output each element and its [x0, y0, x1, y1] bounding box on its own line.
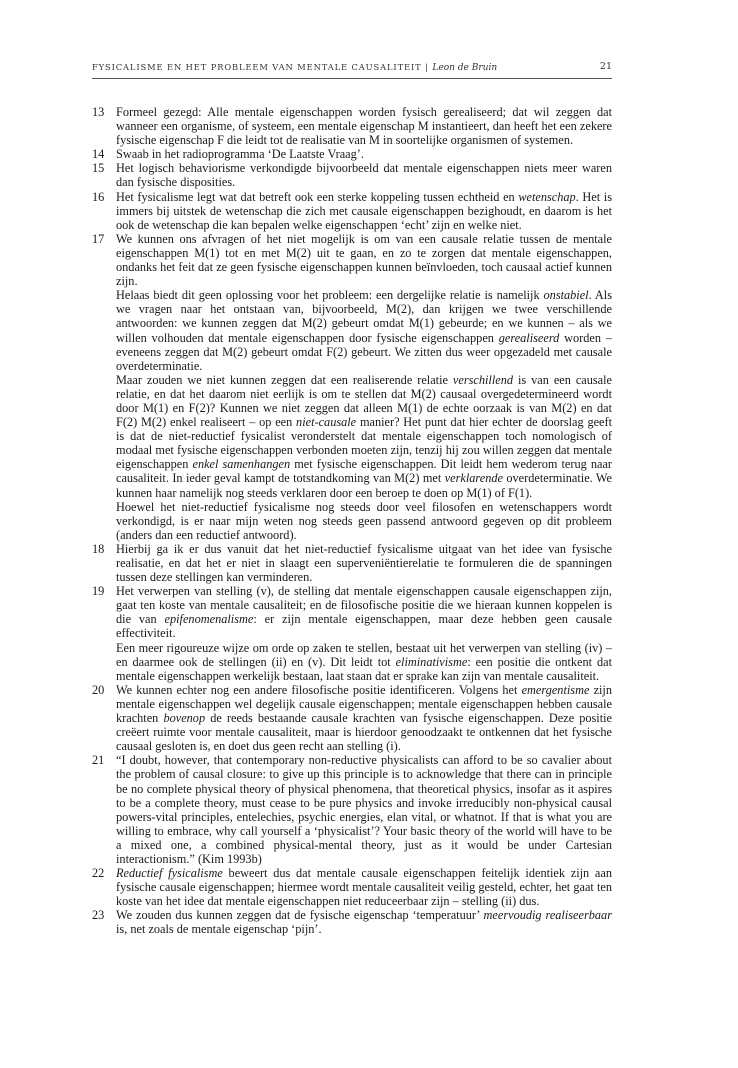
emphasis-text: Reductief fysicalisme: [116, 866, 223, 881]
note-text: Maar zouden we niet kunnen zeggen dat een realiserende relatie: [116, 372, 448, 387]
endnote-paragraph: [116, 500, 612, 542]
note-text: de reeds bestaande causale krachten van fysische eigenschappen. Deze positie creëert ruimte voor mentale causaliteit, maar is hierdoor genoodzaakt te ontkennen dat het fysische causaal gesloten is, en doet dus geen recht aan stelling (i).: [116, 711, 613, 754]
endnotes-list: [92, 105, 612, 937]
endnote: [92, 232, 612, 542]
note-text: overdeterminatie. We kunnen haar namelijk nog steeds verklaren door een beroep te doen op M(1) of F(1).: [116, 471, 613, 500]
emphasis-text: bovenop: [163, 711, 206, 726]
endnote-number: 13: [92, 105, 105, 119]
note-text: We zouden dus kunnen zeggen dat de fysische eigenschap ‘temperatuur’: [116, 908, 480, 923]
page-number: 21: [599, 61, 612, 72]
note-text: We kunnen echter nog een andere filosofische positie identificeren. Volgens het: [116, 682, 518, 697]
emphasis-text: wetenschap: [518, 189, 576, 204]
note-text: . Als we vragen naar het ontstaan van, bijvoorbeeld, M(2), dan krijgen we twee verschillende antwoorden: we kunnen zeggen dat M(2) gebeurt omdat M(1) gebeurde; en we kunnen – als we willen volhouden dat mentale eigenschappen door fysische eigenschappen: [116, 288, 612, 345]
note-text: : een positie die ontkent dat mentale eigenschappen werkelijk bestaan, laat staan dat er sprake kan zijn van mentale causaliteit.: [116, 654, 613, 683]
emphasis-text: niet-causale: [296, 415, 357, 430]
endnote-paragraph: [116, 147, 612, 161]
endnote-paragraph: [116, 542, 612, 584]
note-text: is van een causale relatie, en dat het daarom niet eerlijk is om te stellen dat M(2) causaal overgedetermineerd wordt door M(1) en F(2)? Kunnen we niet zeggen dat alleen M(1) de echte oorzaak is van M(2) en dat F(2) M(2) enkel realiseert – op een: [116, 372, 613, 430]
note-text: : er zijn mentale eigenschappen, maar deze hebben geen causale effectiviteit.: [116, 612, 612, 641]
emphasis-text: onstabiel: [543, 288, 589, 303]
note-text: Het fysicalisme legt wat dat betreft ook een sterke koppeling tussen echtheid en: [116, 189, 515, 204]
note-text: zijn mentale eigenschappen wel degelijk causale eigenschappen; mentale eigenschappen hebben causale krachten: [116, 682, 613, 726]
emphasis-text: emergentisme: [521, 682, 590, 697]
emphasis-text: epifenomenalisme: [164, 612, 254, 627]
endnote-paragraph: [116, 753, 612, 866]
endnote: [92, 866, 612, 908]
endnote-paragraph: [116, 161, 612, 189]
note-text: beweert dus dat mentale causale eigenschappen feitelijk identiek zijn aan fysische causale eigenschappen; hiermee wordt mentale causaliteit veilig gesteld, echter, het gaat ten koste van het idee dat mentale eigenschappen niet reduceerbaar zijn – stelling (ii) dus.: [116, 866, 612, 909]
endnote-paragraph: [116, 866, 612, 908]
emphasis-text: eliminativisme: [395, 654, 468, 669]
endnote-number: 20: [92, 682, 105, 697]
endnote: [92, 542, 612, 584]
endnote: [92, 584, 612, 683]
note-text: Een meer rigoureuze wijze om orde op zaken te stellen, bestaat uit het verwerpen van stelling (iv) – en daarmee ook de stellingen (ii) en (v). Dit leidt tot: [116, 640, 612, 669]
note-text: worden – eveneens zeggen dat M(2) gebeurt omdat F(2) gebeurt. We zitten dus weer opgezadeld met causale overdeterminatie.: [116, 330, 613, 373]
note-text: Hoewel het niet-reductief fysicalisme nog steeds door veel filosofen en wetenschappers wordt verkondigd, is er naar mijn weten nog steeds geen passend antwoord gegeven op dit probleem (anders dan een reductief antwoord).: [116, 499, 612, 542]
endnote-number: 19: [92, 584, 105, 599]
emphasis-text: enkel samenhangen: [192, 457, 291, 472]
endnote-paragraph: [116, 190, 612, 232]
running-header: [92, 62, 612, 76]
emphasis-text: gerealiseerd: [498, 330, 560, 345]
endnote-paragraph: [116, 232, 612, 288]
endnote: [92, 161, 612, 189]
endnote-paragraph: [116, 105, 612, 147]
endnote-number: 14: [92, 147, 105, 162]
emphasis-text: meervoudig realiseerbaar: [483, 908, 612, 923]
endnote-number: 23: [92, 908, 105, 923]
note-text: . Het is immers bij uitstek de wetenschap die zich met causale eigenschappen bezighoudt, en daarom is het ook de wetenschap die kan bepalen welke eigenschappen ‘echt’ zijn en welke niet.: [116, 189, 612, 232]
endnote-paragraph: [116, 373, 612, 500]
emphasis-text: verklarende: [444, 471, 503, 486]
note-text: Hierbij ga ik er dus vanuit dat het niet-reductief fysicalisme uitgaat van het idee van fysische realisatie, en dat het er niet in slaagt een superveniëntierelatie te formuleren die de spanningen tussen deze stellingen kan verminderen.: [116, 541, 612, 585]
emphasis-text: verschillend: [452, 372, 514, 387]
endnote: [92, 908, 612, 936]
note-text: is, net zoals de mentale eigenschap ‘pijn’.: [116, 922, 322, 937]
note-text: We kunnen ons afvragen of het niet mogelijk is om van een causale relatie tussen de mentale eigenschappen M(1) tot en met M(2) uit te gaan, en zo te zorgen dat mentale eigenschappen, ondanks het feit dat ze geen fysische eigenschappen kunnen beïnvloeden, toch causaal actief kunnen zijn.: [116, 231, 612, 289]
endnote-number: 17: [92, 231, 105, 246]
note-text: manier? Het punt dat hier echter de doorslag geeft is dat de niet-reductief fysicalist veronderstelt dat mentale eigenschappen toch nomologisch of modaal met fysische eigenschappen verbonden moeten zijn, tenzij hij zou willen zeggen dat mentale eigenschappen: [116, 415, 613, 472]
running-title: FYSICALISME EN HET PROBLEEM VAN MENTALE CAUSALITEIT | Leon de Bruin: [92, 62, 498, 73]
endnote-number: 15: [92, 161, 105, 176]
note-text: Het logisch behaviorisme verkondigde bijvoorbeeld dat mentale eigenschappen niets meer waren dan fysische disposities.: [116, 161, 612, 190]
endnote-number: 22: [92, 866, 105, 881]
endnote-paragraph: [116, 288, 612, 373]
endnote-paragraph: [116, 908, 612, 936]
note-text: met fysische eigenschappen. Dit leidt hem wederom terug naar causaliteit. In ieder geval kampt de totstandkoming van M(2) met: [116, 457, 613, 486]
endnote-paragraph: [116, 584, 612, 640]
note-text: Swaab in het radioprogramma ‘De Laatste Vraag’.: [116, 147, 364, 162]
endnote-number: 18: [92, 541, 105, 556]
endnote: [92, 147, 612, 161]
endnote-number: 21: [92, 753, 105, 768]
header-rule: [92, 78, 612, 79]
endnote-paragraph: [116, 683, 612, 753]
endnote-number: 16: [92, 189, 105, 204]
endnote-paragraph: [116, 641, 612, 683]
endnote: [92, 683, 612, 753]
note-text: “I doubt, however, that contemporary non-reductive physicalists can afford to be so cavalier about the problem of causal closure: to give up this principle is to acknowledge that there can in principle be no complete physical theory of physical phenomena, that theoretical physics, insofar as it aspires to be a complete theory, must cease to be pure physics and invoke irreducibly non-physical causal powers-vital principles, entelechies, psychic energies, elan vital, or whatnot. If that is what you are willing to embrace, why call yourself a ‘physicalist’? Your basic theory of the world will have to be a mixed one, a combined physical-mental theory, just as it would be under Cartesian interactionism.” (Kim 1993b): [116, 753, 612, 866]
note-text: Het verwerpen van stelling (v), de stelling dat mentale eigenschappen causale eigenschappen zijn, gaat ten koste van mentale causaliteit; en de filosofische positie die we hieraan kunnen koppelen is die van: [116, 584, 612, 627]
endnote: [92, 190, 612, 232]
endnote: [92, 105, 612, 147]
note-text: Helaas biedt dit geen oplossing voor het probleem: een dergelijke relatie is namelijk: [116, 288, 540, 303]
endnote: [92, 753, 612, 866]
author-name: Leon de Bruin: [432, 63, 498, 73]
note-text: Formeel gezegd: Alle mentale eigenschappen worden fysisch gerealiseerd; dat wil zeggen dat wanneer een organisme, of systeem, een mentale eigenschap M instantieert, dan heeft het een zekere fysische eigenschap F die leidt tot de realisatie van M in soortelijke organismen of systemen.: [116, 105, 612, 148]
